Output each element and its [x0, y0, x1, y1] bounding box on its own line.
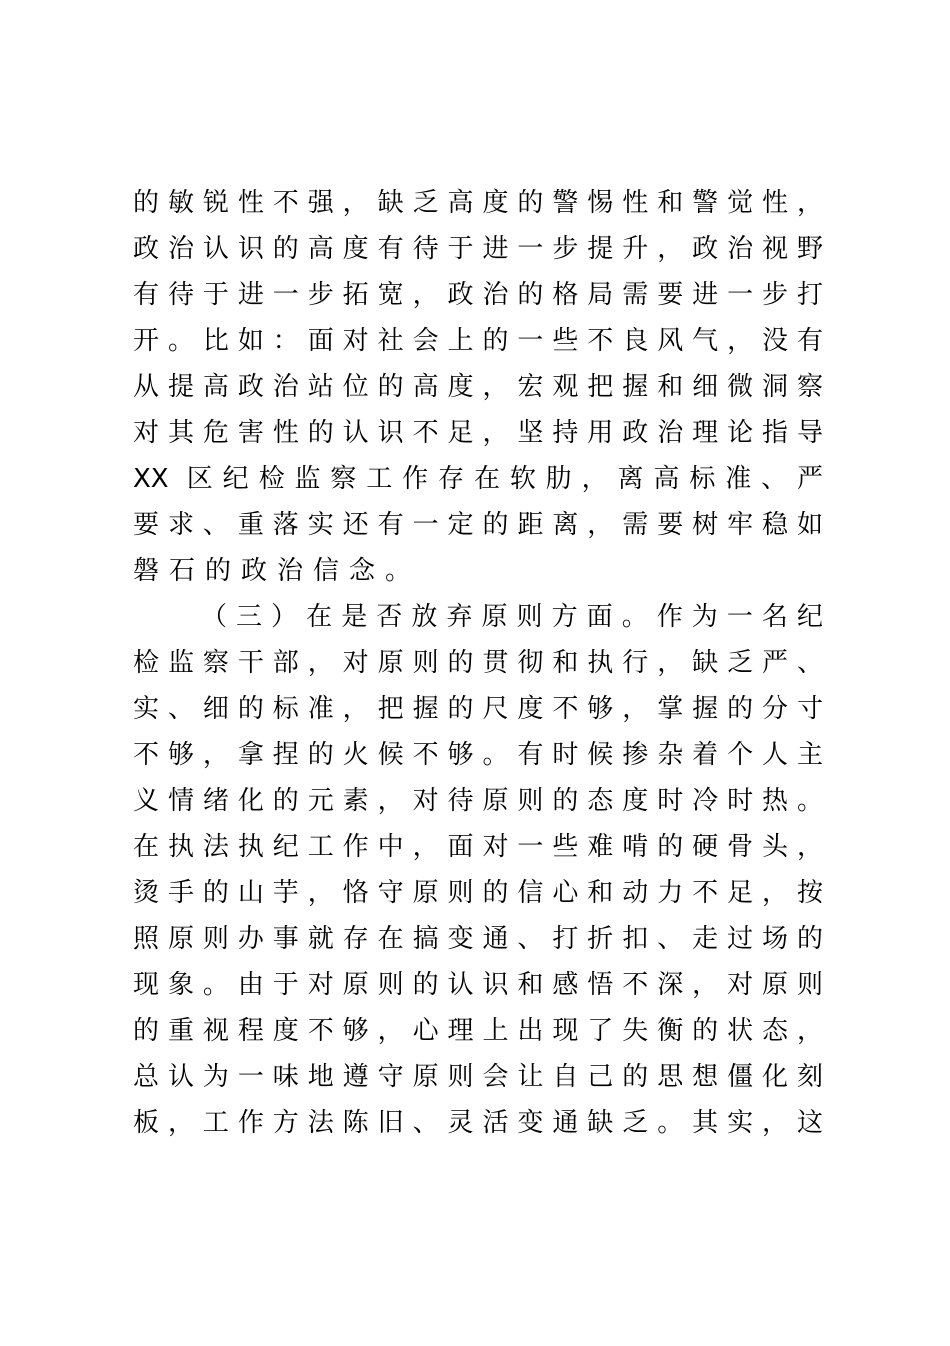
text-line: 现象。由于对原则的认识和感悟不深，对原则 — [133, 970, 823, 1000]
text-line: 不够，拿捏的火候不够。有时候掺杂着个人主 — [133, 740, 823, 770]
paragraph-end-line: 磐石的政治信念。 — [133, 556, 422, 586]
text-line: 的敏锐性不强，缺乏高度的警惕性和警觉性， — [133, 188, 823, 218]
text-line: 的重视程度不够，心理上出现了失衡的状态， — [133, 1016, 823, 1046]
text-line: 有待于进一步拓宽，政治的格局需要进一步打 — [133, 280, 823, 310]
text-line: 在执法执纪工作中，面对一些难啃的硬骨头， — [133, 832, 823, 862]
text-line: 检监察干部，对原则的贯彻和执行，缺乏严、 — [133, 648, 823, 678]
text-line: 总认为一味地遵守原则会让自己的思想僵化刻 — [133, 1062, 823, 1092]
text-line: 要求、重落实还有一定的距离，需要树牢稳如 — [133, 510, 823, 540]
text-line: 板，工作方法陈旧、灵活变通缺乏。其实，这 — [133, 1108, 823, 1138]
text-line: 对其危害性的认识不足，坚持用政治理论指导 — [133, 418, 823, 448]
text-line: 义情绪化的元素，对待原则的态度时冷时热。 — [133, 786, 823, 816]
text-line: 政治认识的高度有待于进一步提升，政治视野 — [133, 234, 823, 264]
text-line: 从提高政治站位的高度，宏观把握和细微洞察 — [133, 372, 823, 402]
body-text — [133, 180, 823, 1146]
text-line: 实、细的标准，把握的尺度不够，掌握的分寸 — [133, 694, 823, 724]
text-line: XX 区纪检监察工作存在软肋，离高标准、严 — [133, 464, 823, 494]
text-line: 照原则办事就存在搞变通、打折扣、走过场的 — [133, 924, 823, 954]
text-line: 开。比如：面对社会上的一些不良风气，没有 — [133, 326, 823, 356]
text-line: 烫手的山芋，恪守原则的信心和动力不足，按 — [133, 878, 823, 908]
section-heading-line: （三）在是否放弃原则方面。作为一名纪 — [201, 602, 823, 632]
